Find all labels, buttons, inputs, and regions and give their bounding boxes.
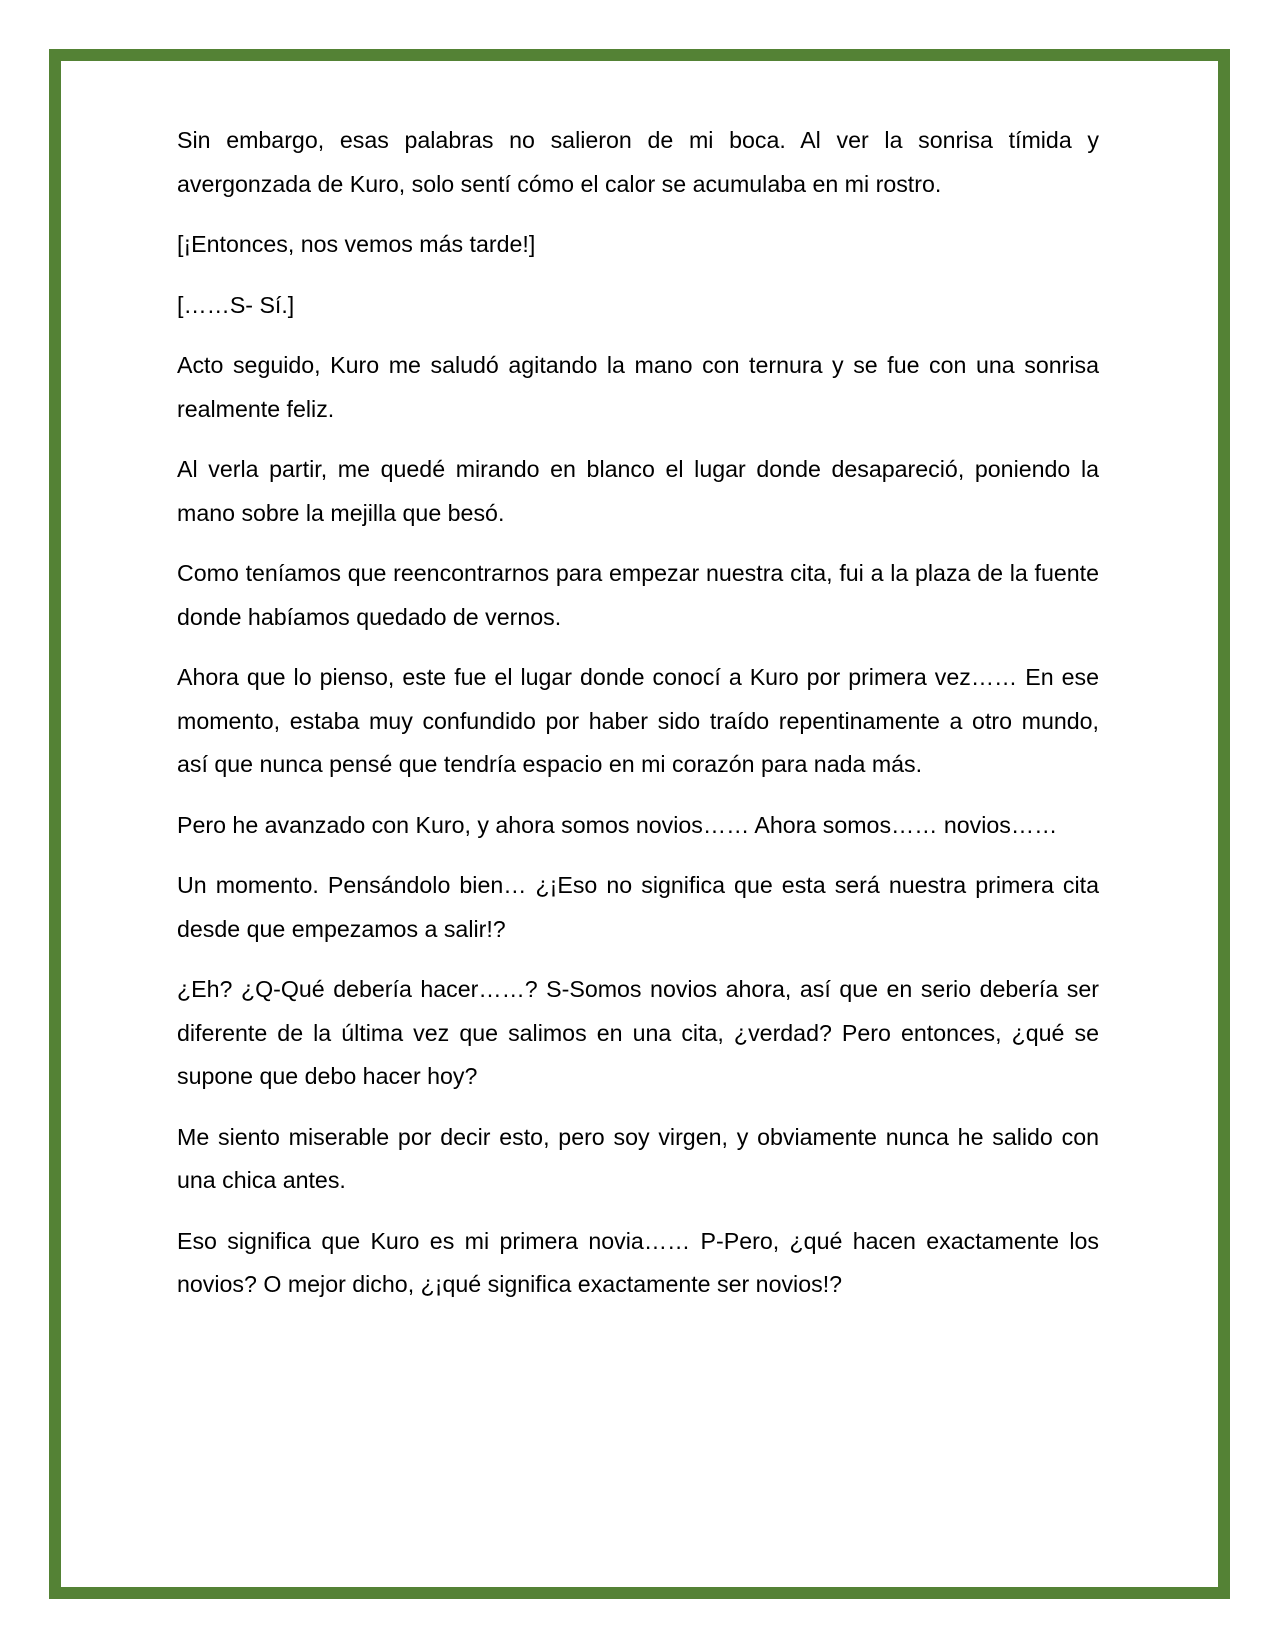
paragraph: Ahora que lo pienso, este fue el lugar donde conocí a Kuro por primera vez…… En ese momento, estaba muy confundido por haber sido traído repentinamente a otro mundo, así que nunca pensé que tendría espacio en mi corazón para nada más. (177, 664, 1099, 777)
paragraph: Eso significa que Kuro es mi primera novia…… P-Pero, ¿qué hacen exactamente los novios? O mejor dicho, ¿¡qué significa exactamente ser novios!? (177, 1227, 1099, 1297)
paragraph: Como teníamos que reencontrarnos para empezar nuestra cita, fui a la plaza de la fuente donde habíamos quedado de vernos. (177, 560, 1099, 630)
dialogue-line: [……S- Sí.] (177, 291, 295, 318)
paragraph: ¿Eh? ¿Q-Qué debería hacer……? S-Somos novios ahora, así que en serio debería ser diferente de la última vez que salimos en una cita, ¿verdad? Pero entonces, ¿qué se supone que debo hacer hoy? (177, 976, 1099, 1089)
paragraph: Acto seguido, Kuro me saludó agitando la mano con ternura y se fue con una sonrisa realmente feliz. (177, 352, 1099, 422)
dialogue-line: [¡Entonces, nos vemos más tarde!] (177, 231, 536, 257)
paragraph: Me siento miserable por decir esto, pero soy virgen, y obviamente nunca he salido con una chica antes. (177, 1123, 1099, 1193)
paragraph: Un momento. Pensándolo bien… ¿¡Eso no significa que esta será nuestra primera cita desde que empezamos a salir!? (177, 872, 1099, 942)
paragraph: Sin embargo, esas palabras no salieron de mi boca. Al ver la sonrisa tímida y avergonzada de Kuro, solo sentí cómo el calor se acumulaba en mi rostro. (177, 127, 1099, 197)
paragraph: Al verla partir, me quedé mirando en blanco el lugar donde desapareció, poniendo la mano sobre la mejilla que besó. (177, 456, 1099, 526)
paragraph: Pero he avanzado con Kuro, y ahora somos novios…… Ahora somos…… novios…… (177, 811, 1058, 838)
document-body (177, 119, 1099, 1324)
